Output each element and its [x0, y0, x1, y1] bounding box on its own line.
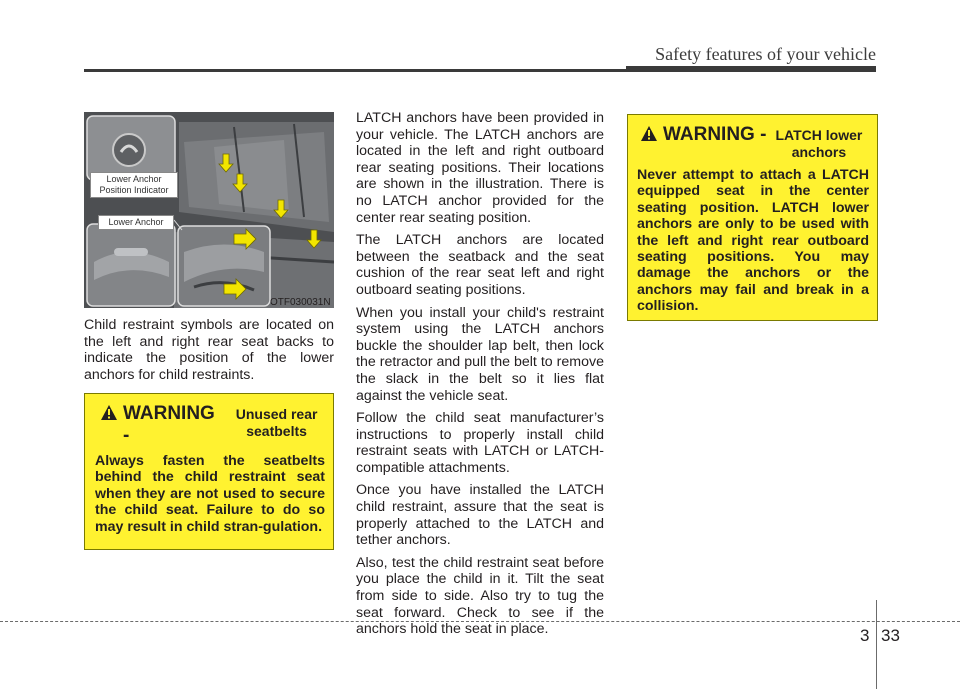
column2-text: [356, 110, 604, 644]
latch-paragraph-4: Follow the child seat manufacturer’s instructions to properly install child restraint seats with LATCH or LATCH-compatible attachments.: [356, 410, 604, 476]
seat-photo-drawing: [84, 112, 334, 308]
footer-dashed-rule: [0, 621, 960, 622]
child-restraint-paragraph: Child restraint symbols are located on the left and right rear seat backs to indicate the position of the lower anchors for child restraints.: [84, 317, 334, 383]
warning-body: Never attempt to attach a LATCH equipped seat in the center seating position. LATCH lower anchors are only to be used with the left and right rear outboard seating positions. You may damage the anchors or the anchors may fail and break in a collision.: [637, 167, 869, 315]
header-tab-bar: [626, 66, 876, 72]
section-number: 3: [860, 626, 870, 645]
warning-subject: LATCH lower anchors: [775, 127, 863, 160]
latch-paragraph-6: Also, test the child restraint seat before you place the child in it. Tilt the seat from side to side. Also try to tug the seat forward. Check to see if the anchors hold the seat in place.: [356, 554, 604, 638]
running-header: Safety features of your vehicle: [655, 44, 876, 64]
warning-box-unused-seatbelts: [84, 393, 334, 550]
warning-box-latch-lower-anchors: [627, 114, 878, 321]
latch-paragraph-5: Once you have installed the LATCH child restraint, assure that the seat is properly attached to the LATCH and tether anchors.: [356, 482, 604, 549]
page-number: 33: [881, 626, 900, 645]
latch-paragraph-2: The LATCH anchors are located between the seatback and the seat cushion of the rear seat left and right outboard seating positions.: [356, 232, 604, 298]
latch-paragraph-1: LATCH anchors have been provided in your vehicle. The LATCH anchors are located in the left and right outboard rear seating positions. Their locations are shown in the illustration. There is no LATCH anchor provided for the center rear seating position.: [356, 110, 604, 226]
callout-lower-anchor-position-indicator: Lower Anchor Position Indicator: [90, 172, 178, 198]
footer-separator: [876, 600, 877, 689]
column1-text: [84, 317, 334, 389]
warning-triangle-icon: [641, 126, 657, 146]
warning-body: Always fasten the seatbelts behind the child restraint seat when they are not used to secure the child seat. Failure to do so may result in child stran-gulation.: [95, 453, 325, 535]
warning-heading: WARNING -: [663, 124, 767, 145]
figure-code: OTF030031N: [270, 297, 331, 308]
callout-lower-anchor: Lower Anchor: [98, 215, 174, 230]
latch-anchor-illustration: [84, 112, 334, 308]
warning-triangle-icon: [101, 405, 117, 425]
warning-subject: Unused rear seatbelts: [235, 406, 318, 439]
warning-heading: WARNING -: [123, 403, 215, 446]
latch-paragraph-3: When you install your child's restraint system using the LATCH anchors buckle the shoulder lap belt, then lock the retractor and pull the belt to remove the slack in the belt so it lies flat against the vehicle seat.: [356, 304, 604, 404]
